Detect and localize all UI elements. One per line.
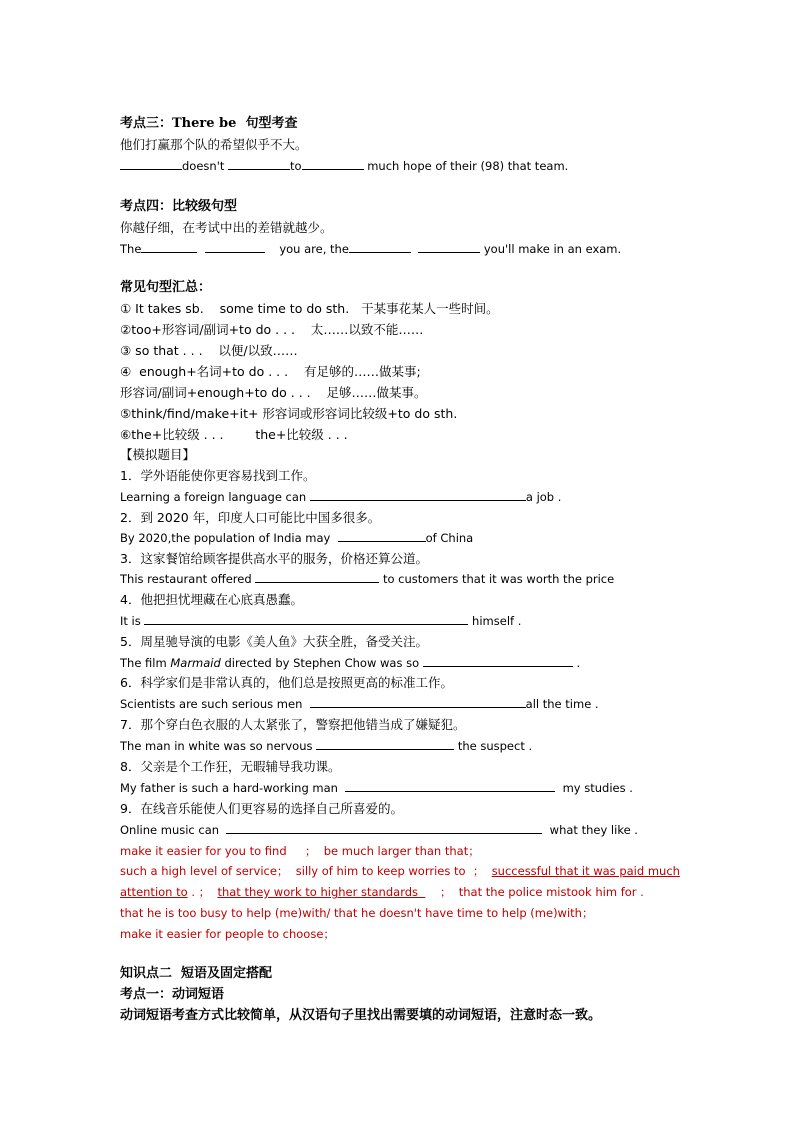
- pattern-item: ④ enough+名词+to do . . . 有足够的……做某事;: [120, 364, 421, 379]
- text: The: [120, 242, 142, 256]
- exercise-2-english: [120, 530, 473, 546]
- exercise-heading: 【模拟题目】: [120, 447, 196, 462]
- pattern-item: ① It takes sb. some time to do sth. 干某事花某人一些时间。: [120, 301, 499, 316]
- section4-chinese: 你越仔细，在考试中出的差错就越少。: [120, 220, 333, 235]
- answer-blank[interactable]: [310, 489, 526, 501]
- answer-text: make it easier for you to find: [120, 844, 287, 858]
- section3-heading: 考点三：There be 句型考查: [120, 116, 298, 131]
- section4-english: [120, 241, 621, 257]
- patterns-heading: 常见句型汇总：: [120, 280, 212, 295]
- exercise-3-chinese: 3．这家餐馆给顾客提供高水平的服务，价格还算公道。: [120, 551, 428, 566]
- answers-line-2: [120, 863, 680, 879]
- answers-line-5: make it easier for people to choose；: [120, 927, 335, 941]
- knowledge2-subheading: 考点一：动词短语: [120, 987, 225, 1002]
- section4-heading: 考点四：比较级句型: [120, 199, 238, 214]
- text: The man in white was so nervous: [120, 739, 317, 753]
- answer-blank[interactable]: [423, 655, 573, 667]
- exercise-9-chinese: 9．在线音乐能使人们更容易的选择自己所喜爱的。: [120, 801, 403, 816]
- answer-text: successful that it was paid much: [491, 864, 680, 878]
- text: This restaurant offered: [120, 572, 256, 586]
- exercise-1-chinese: 1．学外语能使你更容易找到工作。: [120, 468, 316, 483]
- text: Learning a foreign language can: [120, 490, 310, 504]
- text: to customers that it was worth the price: [379, 572, 615, 586]
- text: what they like .: [542, 823, 638, 837]
- exercise-8-english: [120, 780, 633, 796]
- text: Online music can: [120, 823, 227, 837]
- knowledge2-note: 动词短语考查方式比较简单，从汉语句子里找出需要填的动词短语，注意时态一致。: [120, 1008, 602, 1023]
- exercise-3-english: [120, 571, 614, 587]
- text: much hope of their (98) that team.: [367, 159, 569, 173]
- text: doesn't: [182, 159, 225, 173]
- answer-text: . ；: [187, 885, 218, 899]
- exercise-1-english: [120, 489, 561, 505]
- pattern-item: ②too+形容词/副词+to do . . . 太……以致不能……: [120, 322, 424, 337]
- exercise-6-chinese: 6．科学家们是非常认真的，他们总是按照更高的标准工作。: [120, 675, 453, 690]
- pattern-item: 形容词/副词+enough+to do . . . 足够……做某事。: [120, 385, 427, 400]
- exercise-7-english: [120, 738, 532, 754]
- answer-text: ； be much larger than that；: [286, 844, 480, 858]
- exercise-4-chinese: 4．他把担忧埋藏在心底真愚蠢。: [120, 592, 303, 607]
- text: all the time .: [525, 697, 599, 711]
- text: the suspect .: [454, 739, 533, 753]
- blank[interactable]: [205, 241, 265, 253]
- blank[interactable]: [120, 158, 182, 170]
- text: It is: [120, 614, 145, 628]
- exercise-6-english: [120, 696, 599, 712]
- text: Scientists are such serious men: [120, 697, 310, 711]
- text: you are, the: [279, 242, 349, 256]
- exercise-2-chinese: 2．到 2020 年，印度人口可能比中国多很多。: [120, 510, 381, 525]
- answer-blank[interactable]: [316, 738, 454, 750]
- section3-english: [120, 158, 568, 174]
- answer-text: such a high level of service； silly of him to keep worries to ；: [120, 864, 492, 878]
- exercise-8-chinese: 8．父亲是个工作狂，无暇辅导我功课。: [120, 759, 341, 774]
- film-title: Marmaid: [170, 656, 221, 670]
- text: directed by Stephen Chow was so: [220, 656, 423, 670]
- section3-chinese: 他们打赢那个队的希望似乎不大。: [120, 137, 308, 152]
- answer-blank[interactable]: [144, 613, 468, 625]
- answer-blank[interactable]: [310, 696, 526, 708]
- text: a job .: [525, 490, 562, 504]
- answers-line-1: [120, 843, 480, 859]
- blank[interactable]: [302, 158, 364, 170]
- text: to: [290, 159, 302, 173]
- exercise-4-english: [120, 613, 521, 629]
- answer-text: attention to: [120, 885, 188, 899]
- knowledge2-heading: 知识点二 短语及固定搭配: [120, 966, 273, 981]
- answer-text: that they work to higher standards: [217, 885, 426, 899]
- text: you'll make in an exam.: [483, 242, 622, 256]
- blank[interactable]: [141, 241, 197, 253]
- exercise-9-english: [120, 822, 638, 838]
- pattern-item: ⑤think/find/make+it+ 形容词或形容词比较级+to do sth.: [120, 406, 458, 421]
- answer-blank[interactable]: [255, 571, 379, 583]
- blank[interactable]: [349, 241, 411, 253]
- exercise-7-chinese: 7．那个穿白色衣服的人太紧张了，警察把他错当成了嫌疑犯。: [120, 717, 466, 732]
- answers-line-3: [120, 884, 644, 900]
- pattern-item: ⑥the+比较级 . . . the+比较级 . . .: [120, 427, 348, 442]
- text: himself .: [468, 614, 522, 628]
- text: By 2020,the population of India may: [120, 531, 338, 545]
- answer-blank[interactable]: [226, 822, 542, 834]
- text: .: [572, 656, 581, 670]
- blank[interactable]: [228, 158, 290, 170]
- text: my studies .: [555, 781, 633, 795]
- text: My father is such a hard-working man: [120, 781, 346, 795]
- answer-blank[interactable]: [345, 780, 555, 792]
- blank[interactable]: [418, 241, 480, 253]
- exercise-5-english: [120, 655, 580, 671]
- exercise-5-chinese: 5．周星驰导演的电影《美人鱼》大获全胜，备受关注。: [120, 634, 428, 649]
- answer-blank[interactable]: [338, 530, 426, 542]
- pattern-item: ③ so that . . . 以便/以致……: [120, 343, 298, 358]
- answer-text: ； that the police mistook him for .: [425, 885, 644, 899]
- text: of China: [425, 531, 474, 545]
- text: The film: [120, 656, 171, 670]
- answers-line-4: that he is too busy to help (me)with/ that he doesn't have time to help (me)with；: [120, 906, 594, 920]
